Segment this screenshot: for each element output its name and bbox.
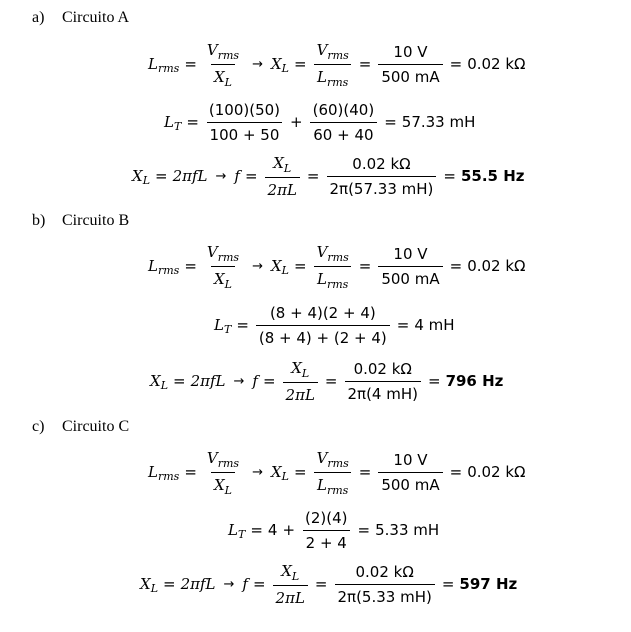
- fraction: $\frac{10 V}{500 mA}$: [378, 450, 442, 495]
- fraction: $\frac{V_{rms}}{X_L}$: [206, 40, 240, 89]
- arrow-icon: →: [233, 373, 245, 389]
- section-a-heading: [32, 9, 129, 27]
- section-title: Circuito B: [62, 212, 130, 229]
- fraction: $\frac{10 V}{500 mA}$: [378, 42, 442, 87]
- equation-b-reactance: L rms = $\frac{V_{rms}}{X_L}$ → X L = $\frac{V_{rms}}{L_{rms}}$ = $\frac{10 V}{500 mA}$ = 0.02 kΩ: [148, 242, 526, 291]
- equation-b-frequency: X L = 2πfL → f = $\frac{X_L}{2\pi L}$ = $\frac{0.02 k\Omega}{2\pi(4 mH)}$ = 796 Hz: [150, 358, 504, 404]
- fraction: $\frac{0.02 k\Omega}{2\pi(57.33 mH)}$: [327, 154, 437, 199]
- section-title: Circuito A: [62, 9, 130, 26]
- equation-c-reactance: L rms = $\frac{V_{rms}}{X_L}$ → X L = $\frac{V_{rms}}{L_{rms}}$ = $\frac{10 V}{500 mA}$ = 0.02 kΩ: [148, 448, 526, 497]
- fraction: $\frac{X_L}{2\pi L}$: [265, 153, 300, 200]
- fraction: $\frac{10 V}{500 mA}$: [378, 244, 442, 289]
- final-result: 597 Hz: [459, 575, 518, 593]
- fraction: $\frac{V_{rms}}{X_L}$: [206, 448, 240, 497]
- section-letter: c): [32, 418, 45, 435]
- result: 57.33 mH: [401, 113, 476, 131]
- fraction: $\frac{0.02 k\Omega}{2\pi(5.33 mH)}$: [335, 562, 435, 607]
- fraction: $\frac{(60)(40)}{60 + 40}$: [310, 100, 378, 145]
- fraction: $\frac{X_L}{2\pi L}$: [283, 358, 318, 405]
- equation-c-frequency: X L = 2πfL → f = $\frac{X_L}{2\pi L}$ = $\frac{0.02 k\Omega}{2\pi(5.33 mH)}$ = 597 Hz: [140, 561, 518, 607]
- arrow-icon: →: [252, 258, 263, 274]
- arrow-icon: →: [252, 464, 263, 480]
- arrow-icon: →: [215, 168, 227, 184]
- equation-a-total-inductance: L T = $\frac{(100)(50)}{100 + 50}$ + $\frac{(60)(40)}{60 + 40}$ = 57.33 mH: [164, 100, 476, 144]
- fraction: $\frac{(100)(50)}{100 + 50}$: [206, 100, 283, 145]
- section-letter: b): [32, 212, 46, 229]
- fraction: $\frac{(8 + 4)(2 + 4)}{(8 + 4) + (2 + 4)}$: [256, 303, 390, 348]
- section-c-heading: [32, 418, 129, 436]
- equation-b-total-inductance: L T = $\frac{(8 + 4)(2 + 4)}{(8 + 4) + (2 + 4)}$ = 4 mH: [214, 303, 455, 347]
- final-result: 796 Hz: [445, 372, 504, 390]
- arrow-icon: →: [252, 56, 263, 72]
- equation-a-frequency: X L = 2πfL → f = $\frac{X_L}{2\pi L}$ = $\frac{0.02 k\Omega}{2\pi(57.33 mH)}$ = 55.5 Hz: [132, 153, 525, 199]
- equation-a-reactance: L rms = $\frac{V_{rms}}{X_L}$ → X L = $\frac{V_{rms}}{L_{rms}}$ = $\frac{10 V}{500 mA}$ = 0.02 kΩ: [148, 40, 526, 89]
- fraction: $\frac{V_{rms}}{L_{rms}}$: [314, 242, 352, 291]
- result: 4 mH: [414, 316, 455, 334]
- fraction: $\frac{(2)(4)}{2 + 4}$: [302, 508, 351, 553]
- section-title: Circuito C: [62, 418, 130, 435]
- final-result: 55.5 Hz: [460, 167, 525, 185]
- section-letter: a): [32, 9, 45, 26]
- result: 0.02 kΩ: [467, 55, 526, 73]
- fraction: $\frac{V_{rms}}{X_L}$: [206, 242, 240, 291]
- result: 5.33 mH: [375, 521, 440, 539]
- fraction: $\frac{V_{rms}}{L_{rms}}$: [314, 448, 352, 497]
- arrow-icon: →: [223, 576, 235, 592]
- fraction: $\frac{X_L}{2\pi L}$: [273, 561, 308, 608]
- result: 0.02 kΩ: [467, 257, 526, 275]
- equation-c-total-inductance: L T = 4 + $\frac{(2)(4)}{2 + 4}$ = 5.33 mH: [228, 508, 440, 552]
- fraction: $\frac{0.02 k\Omega}{2\pi(4 mH)}$: [345, 359, 421, 404]
- fraction: $\frac{V_{rms}}{L_{rms}}$: [314, 40, 352, 89]
- section-b-heading: [32, 212, 129, 230]
- result: 0.02 kΩ: [467, 463, 526, 481]
